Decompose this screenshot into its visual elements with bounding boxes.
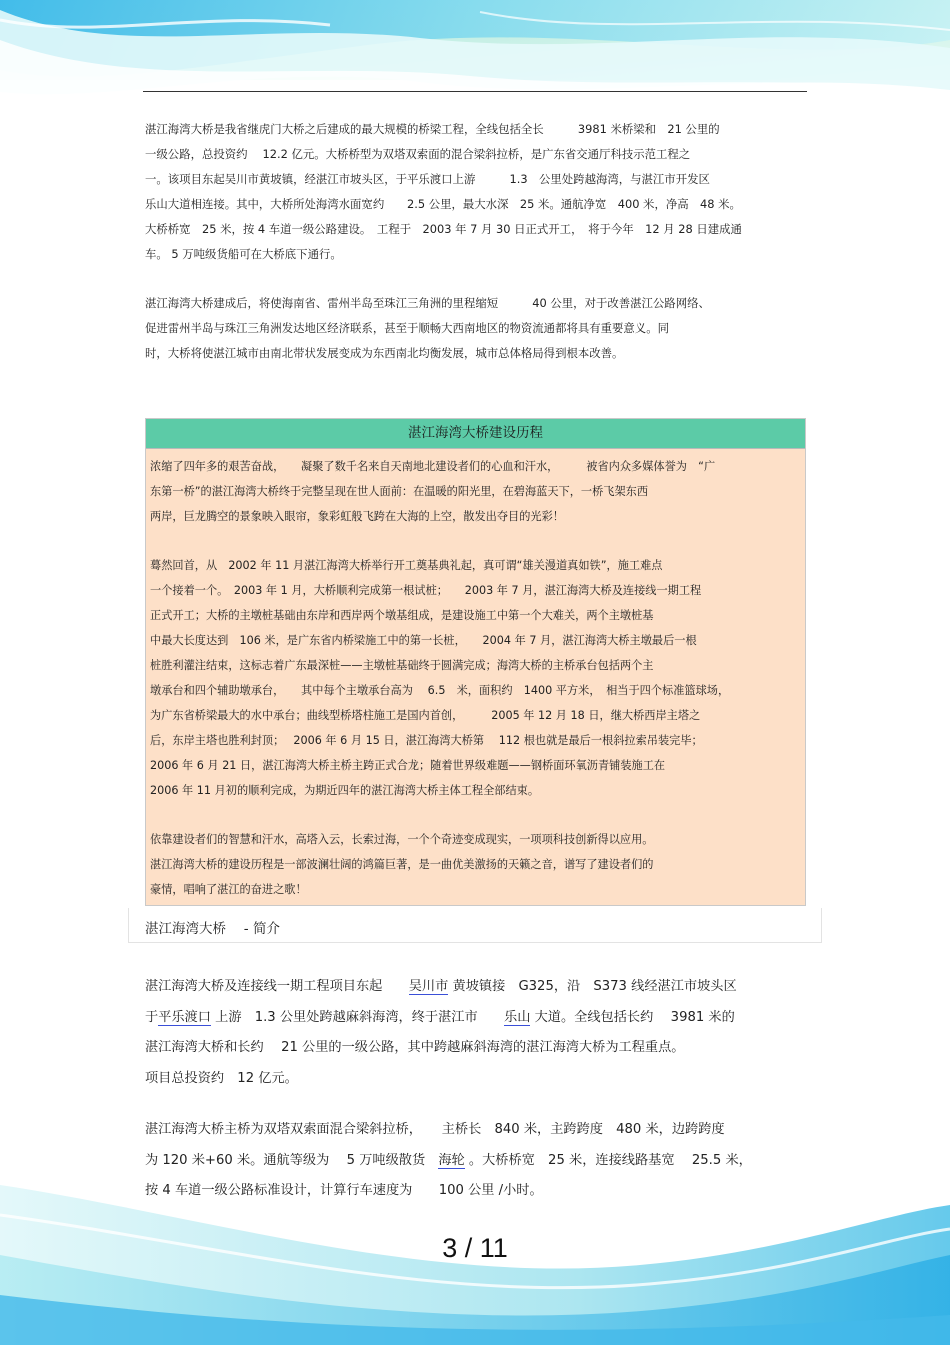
text-line: 按 4 车道一级公路标准设计，计算行车速度为 100 公里 /小时。 bbox=[145, 1183, 543, 1198]
text-line: 车。 5 万吨级货船可在大桥底下通行。 bbox=[145, 247, 342, 261]
text-line: 湛江海湾大桥建成后，将使海南省、雷州半岛至珠江三角洲的里程缩短 40 公里，对于改善湛江公路网络、 bbox=[145, 296, 710, 310]
summary-paragraph-1 bbox=[145, 972, 810, 1094]
text-line: 2006 年 6 月 21 日，湛江海湾大桥主桥主跨正式合龙；随着世界级难题——钢桥面环氧沥青铺装施工在 bbox=[150, 759, 666, 772]
text-line: 东第一桥”的湛江海湾大桥终于完整呈现在世人面前：在温暖的阳光里，在碧海蓝天下，一桥飞架东西 bbox=[150, 485, 649, 498]
text-segment: 于 bbox=[145, 1009, 159, 1025]
link-wuchuan[interactable]: 吴川市 bbox=[408, 979, 449, 994]
text-line: 两岸，巨龙腾空的景象映入眼帘，象彩虹般飞跨在大海的上空，散发出夺目的光彩！ bbox=[150, 510, 564, 523]
text-line: 2006 年 11 月初的顺利完成，为期近四年的湛江海湾大桥主体工程全部结束。 bbox=[150, 784, 540, 797]
text-line: 中最大长度达到 106 米，是广东省内桥梁施工中的第一长桩， 2004 年 7 月，湛江海湾大桥主墩最后一根 bbox=[150, 634, 697, 647]
intro-paragraph-1 bbox=[145, 117, 810, 267]
text-line: 正式开工；大桥的主墩桩基础由东岸和西岸两个墩基组成，是建设施工中第一个大难关，两个主墩桩基 bbox=[150, 609, 654, 622]
history-box-body bbox=[146, 449, 805, 902]
text-segment: 为 120 米+60 米。通航等级为 5 万吨级散货 bbox=[145, 1152, 439, 1168]
section-title-bar bbox=[128, 908, 822, 943]
text-line: 依靠建设者们的智慧和汗水，高塔入云，长索过海，一个个奇迹变成现实，一项项科技创新得以应用。 bbox=[150, 833, 654, 846]
text-line: 浓缩了四年多的艰苦奋战， 凝聚了数千名来自天南地北建设者们的心血和汗水， 被省内众多媒体誉为 “广 bbox=[150, 460, 716, 473]
intro-paragraph-2 bbox=[145, 291, 810, 366]
text-segment: 湛江海湾大桥及连接线一期工程项目东起 bbox=[145, 979, 409, 994]
page-indicator: 3 / 11 bbox=[442, 1233, 508, 1263]
summary-paragraph-2 bbox=[145, 1115, 810, 1207]
text-line: 蓦然回首，从 2002 年 11 月湛江海湾大桥举行开工奠基典礼起，真可谓“雄关漫道真如铁”，施工难点 bbox=[150, 559, 663, 572]
link-leshan[interactable]: 乐山 bbox=[504, 1009, 531, 1025]
text-line: 湛江海湾大桥的建设历程是一部波澜壮阔的鸿篇巨著，是一曲优美激扬的天籁之音，谱写了建设者们的 bbox=[150, 858, 654, 871]
text-segment: 。大桥桥宽 25 米，连接线路基宽 25.5 米， bbox=[464, 1152, 752, 1168]
text-segment: 黄坡镇接 G325，沿 S373 线经湛江市坡头区 bbox=[448, 979, 737, 994]
text-line: 湛江海湾大桥和长约 21 公里的一级公路，其中跨越麻斜海湾的湛江海湾大桥为工程重点。 bbox=[145, 1040, 685, 1055]
history-box-title: 湛江海湾大桥建设历程 bbox=[146, 419, 805, 449]
link-pingle-ferry[interactable]: 平乐渡口 bbox=[158, 1009, 211, 1025]
history-box bbox=[145, 418, 806, 906]
text-line bbox=[145, 1003, 810, 1034]
text-line: 时，大桥将使湛江城市由南北带状发展变成为东西南北均衡发展，城市总体格局得到根本改善。 bbox=[145, 346, 624, 360]
header-rule bbox=[143, 91, 807, 92]
text-line bbox=[145, 1146, 810, 1177]
text-line: 一个接着一个。 2003 年 1 月，大桥顺利完成第一根试桩； 2003 年 7 月，湛江海湾大桥及连接线一期工程 bbox=[150, 584, 702, 597]
paragraph-gap bbox=[150, 529, 805, 553]
text-line: 桩胜利灌注结束，这标志着广东最深桩——主墩桩基础终于圆满完成；海湾大桥的主桥承台包括两个主 bbox=[150, 659, 654, 672]
text-line: 湛江海湾大桥主桥为双塔双索面混合梁斜拉桥， 主桥长 840 米，主跨跨度 480 米，边跨跨度 bbox=[145, 1122, 725, 1137]
paragraph-gap bbox=[150, 803, 805, 827]
text-line: 项目总投资约 12 亿元。 bbox=[145, 1070, 298, 1086]
text-line: 豪情，唱响了湛江的奋进之歌！ bbox=[150, 883, 307, 896]
text-line: 乐山大道相连接。其中，大桥所处海湾水面宽约 2.5 公里，最大水深 25 米。通航净宽 400 米，净高 48 米。 bbox=[145, 197, 741, 211]
link-cargo-ship[interactable]: 海轮 bbox=[438, 1152, 465, 1168]
text-line: 湛江海湾大桥是我省继虎门大桥之后建成的最大规模的桥梁工程，全线包括全长 3981 米桥梁和 21 公里的 bbox=[145, 122, 720, 136]
text-line: 促进雷州半岛与珠江三角洲发达地区经济联系，甚至于顺畅大西南地区的物资流通都将具有重要意义。同 bbox=[145, 321, 669, 335]
text-line bbox=[145, 972, 810, 1003]
text-line: 大桥桥宽 25 米，按 4 车道一级公路建设。 工程于 2003 年 7 月 30 日正式开工， 将于今年 12 月 28 日建成通 bbox=[145, 222, 742, 236]
text-line: 一。该项目东起吴川市黄坡镇，经湛江市坡头区，于平乐渡口上游 1.3 公里处跨越海湾，与湛江市开发区 bbox=[145, 172, 710, 186]
text-line: 墩承台和四个辅助墩承台， 其中每个主墩承台高为 6.5 米，面积约 1400 平方米， 相当于四个标准篮球场， bbox=[150, 684, 730, 697]
text-line: 为广东省桥梁最大的水中承台；曲线型桥塔柱施工是国内首创， 2005 年 12 月 18 日，继大桥西岸主塔之 bbox=[150, 709, 701, 722]
section-title: 湛江海湾大桥 - 简介 bbox=[145, 921, 280, 937]
text-segment: 上游 1.3 公里处跨越麻斜海湾，终于湛江市 bbox=[210, 1009, 505, 1025]
text-line: 一级公路，总投资约 12.2 亿元。大桥桥型为双塔双索面的混合梁斜拉桥，是广东省交通厅科技示范工程之 bbox=[145, 147, 691, 161]
text-line: 后，东岸主塔也胜利封顶； 2006 年 6 月 15 日，湛江海湾大桥第 112 根也就是最后一根斜拉索吊装完毕； bbox=[150, 734, 703, 747]
text-segment: 大道。全线包括长约 3981 米的 bbox=[530, 1009, 735, 1025]
